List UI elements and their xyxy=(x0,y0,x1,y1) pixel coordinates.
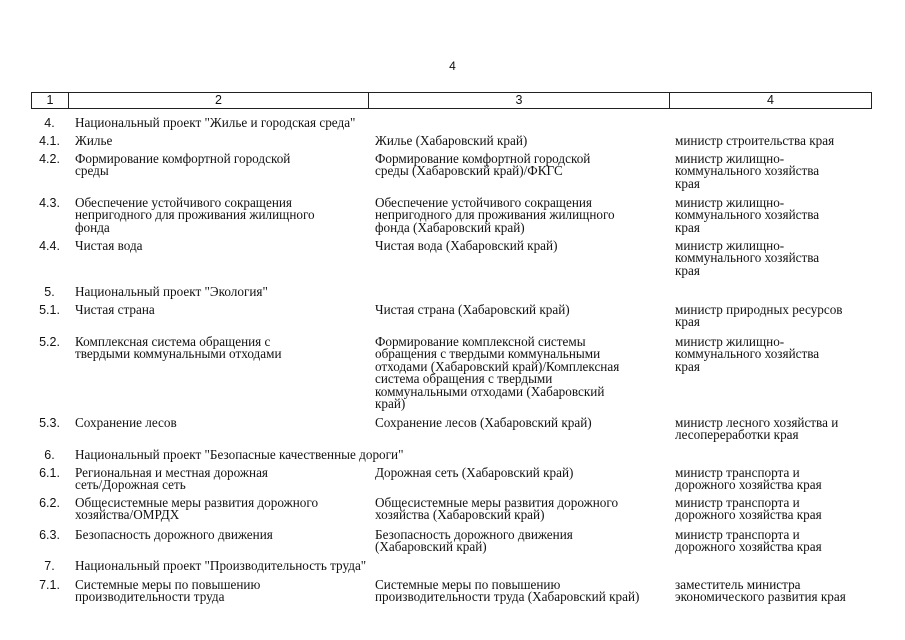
responsible-official: министр транспорта и дорожного хозяйства края xyxy=(675,527,822,555)
row-number: 4. xyxy=(44,116,55,130)
project-name: Региональная и местная дорожная сеть/Дорожная сеть xyxy=(75,465,268,493)
regional-project-name: Общесистемные меры развития дорожного хозяйства (Хабаровский край) xyxy=(375,495,619,523)
responsible-official: министр жилищно- коммунального хозяйства края xyxy=(675,151,820,191)
regional-project-name: Системные меры по повышению производительности труда (Хабаровский край) xyxy=(375,577,640,605)
regional-project-name: Безопасность дорожного движения (Хабаровский край) xyxy=(375,527,573,555)
row-number: 7.1. xyxy=(39,578,60,592)
page-number: 4 xyxy=(449,59,456,73)
responsible-official: министр жилищно- коммунального хозяйства края xyxy=(675,238,820,278)
row-number: 4.3. xyxy=(39,196,60,210)
regional-project-name: Дорожная сеть (Хабаровский край) xyxy=(375,465,574,480)
header-col-2: 2 xyxy=(69,93,369,108)
section-title: Национальный проект "Экология" xyxy=(75,284,268,299)
project-name: Формирование комфортной городской среды xyxy=(75,151,291,179)
section-title: Национальный проект "Жилье и городская среда" xyxy=(75,115,356,130)
header-col-4: 4 xyxy=(767,93,774,107)
responsible-official: министр лесного хозяйства и лесопереработки края xyxy=(675,415,839,443)
project-name: Чистая страна xyxy=(75,302,155,317)
regional-project-name: Формирование комфортной городской среды (Хабаровский край)/ФКГС xyxy=(375,151,591,179)
row-number: 5.2. xyxy=(39,335,60,349)
responsible-official: заместитель министра экономического развития края xyxy=(675,577,846,605)
regional-project-name: Обеспечение устойчивого сокращения непригодного для проживания жилищного фонда (Хабаровский край) xyxy=(375,195,615,235)
project-name: Сохранение лесов xyxy=(75,415,177,430)
section-title: Национальный проект "Производительность труда" xyxy=(75,558,367,573)
row-number: 5. xyxy=(44,285,55,299)
regional-project-name: Чистая страна (Хабаровский край) xyxy=(375,302,570,317)
header-col-3: 3 xyxy=(369,93,670,108)
section-title: Национальный проект "Безопасные качественные дороги" xyxy=(75,447,404,462)
table-header xyxy=(31,92,872,109)
header-col-1: 1 xyxy=(32,93,69,108)
responsible-official: министр транспорта и дорожного хозяйства края xyxy=(675,495,822,523)
row-number: 6.1. xyxy=(39,466,60,480)
regional-project-name: Сохранение лесов (Хабаровский край) xyxy=(375,415,592,430)
row-number: 6. xyxy=(44,448,55,462)
row-number: 6.3. xyxy=(39,528,60,542)
row-number: 6.2. xyxy=(39,496,60,510)
responsible-official: министр природных ресурсов края xyxy=(675,302,843,330)
regional-project-name: Жилье (Хабаровский край) xyxy=(375,133,528,148)
project-name: Общесистемные меры развития дорожного хозяйства/ОМРДХ xyxy=(75,495,319,523)
row-number: 5.3. xyxy=(39,416,60,430)
project-name: Жилье xyxy=(75,133,113,148)
project-name: Чистая вода xyxy=(75,238,143,253)
row-number: 4.1. xyxy=(39,134,60,148)
project-name: Обеспечение устойчивого сокращения непригодного для проживания жилищного фонда xyxy=(75,195,315,235)
responsible-official: министр строительства края xyxy=(675,133,835,148)
row-number: 7. xyxy=(44,559,55,573)
regional-project-name: Формирование комплексной системы обращения с твердыми коммунальными отходами (Хабаровский край)/Комплексная система обращения с твердыми коммунальными отходами (Хабаровский край) xyxy=(375,334,620,412)
row-number: 5.1. xyxy=(39,303,60,317)
row-number: 4.2. xyxy=(39,152,60,166)
responsible-official: министр транспорта и дорожного хозяйства края xyxy=(675,465,822,493)
regional-project-name: Чистая вода (Хабаровский край) xyxy=(375,238,558,253)
responsible-official: министр жилищно- коммунального хозяйства края xyxy=(675,195,820,235)
responsible-official: министр жилищно- коммунального хозяйства края xyxy=(675,334,820,374)
project-name: Безопасность дорожного движения xyxy=(75,527,273,542)
project-name: Комплексная система обращения с твердыми коммунальными отходами xyxy=(75,334,282,362)
row-number: 4.4. xyxy=(39,239,60,253)
project-name: Системные меры по повышению производительности труда xyxy=(75,577,261,605)
